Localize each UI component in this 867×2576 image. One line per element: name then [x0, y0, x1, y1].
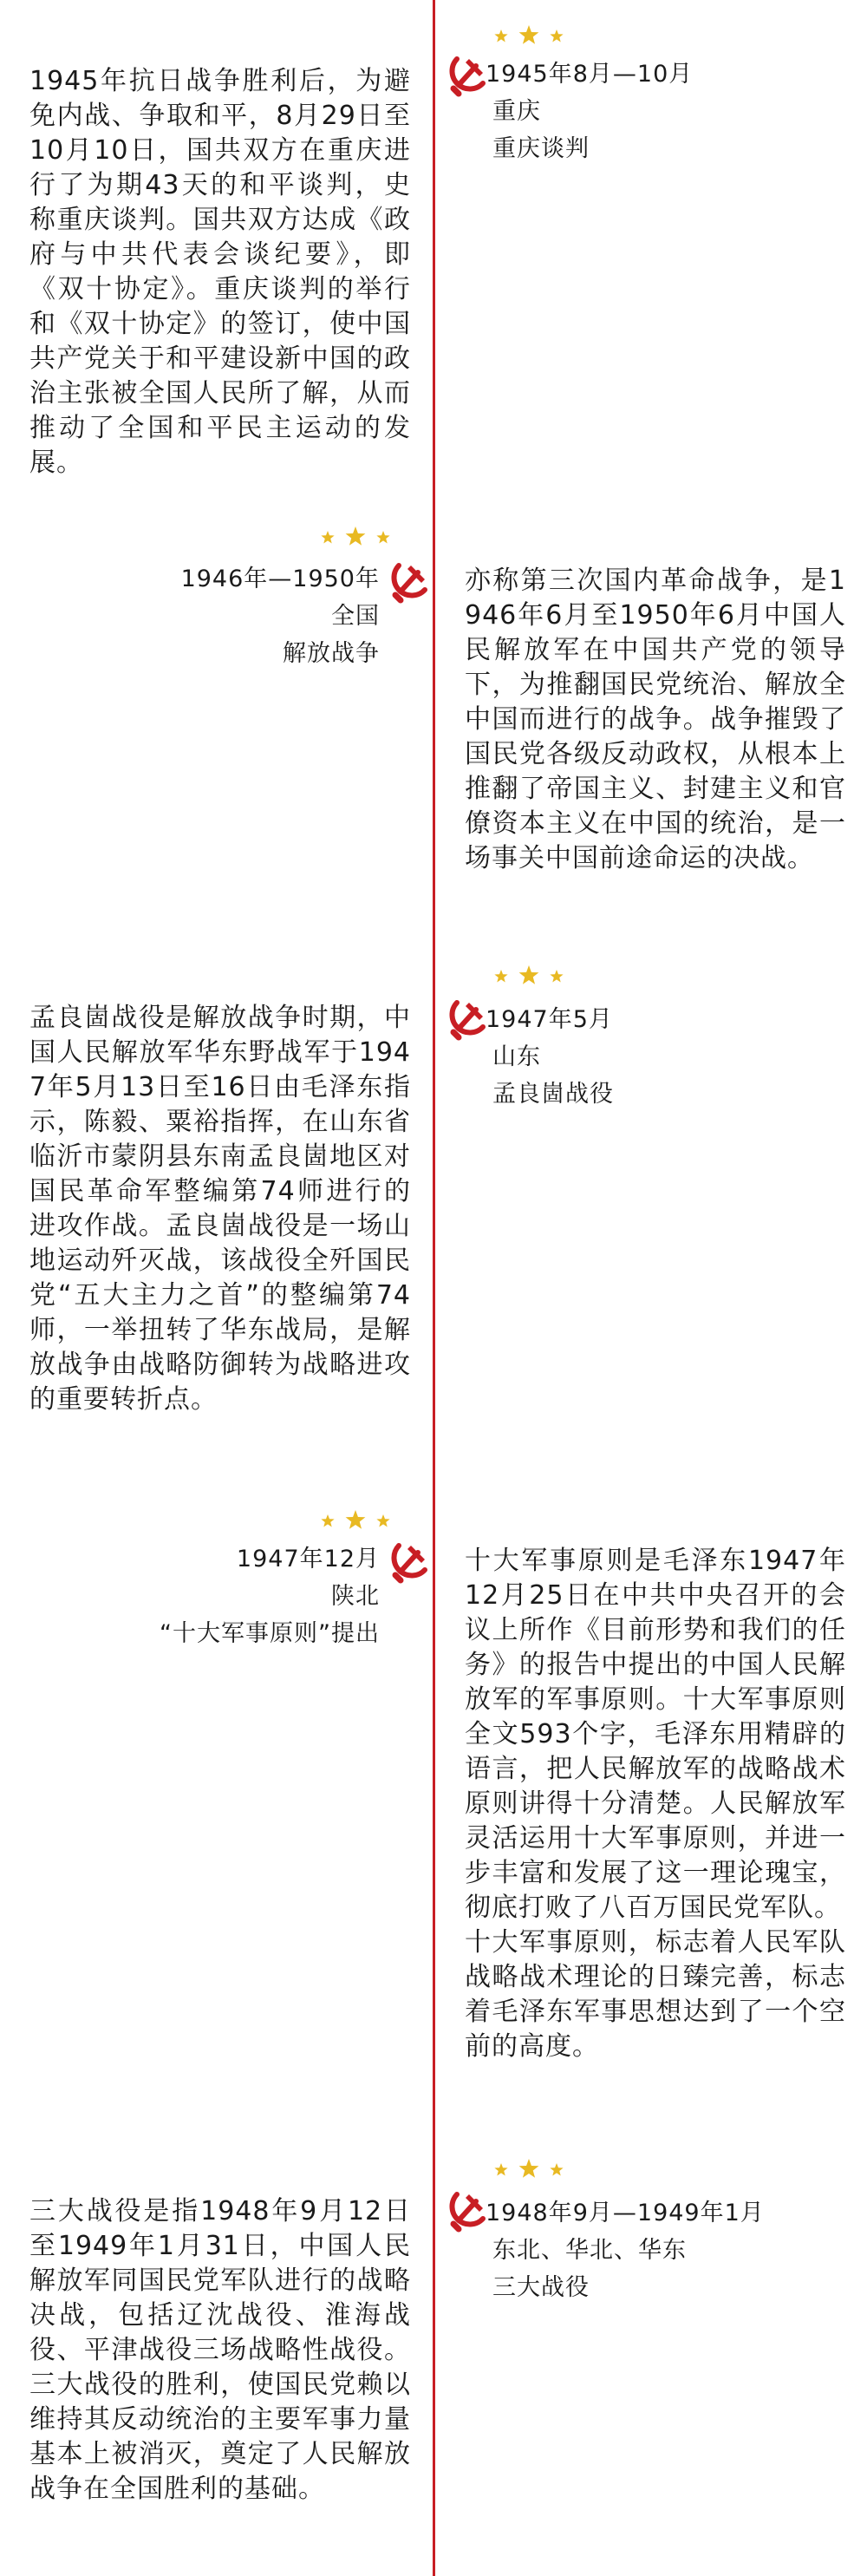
event-name: 三大战役: [492, 2274, 590, 2301]
event-name: “十大军事原则”提出: [160, 1620, 380, 1647]
event-description: [465, 564, 846, 876]
event-description-paragraph: 十大军事原则是毛泽东1947年12月25日在中共中央召开的会议上所作《目前形势和我们的任务》的报告中提出的中国人民解放军的军事原则。十大军事原则全文593个字，毛泽东用精辟的语言，把人民解放军的战略战术原则讲得十分清楚。人民解放军灵活运用十大军事原则，并进一步丰富和发展了这一理论瑰宝，彻底打败了八百万国民党军队。: [465, 1546, 846, 1923]
event-meta: [486, 56, 693, 167]
three-stars-icon: [314, 526, 397, 548]
event-place: 全国: [331, 603, 380, 630]
event-name: 孟良崮战役: [492, 1081, 614, 1108]
hammer-and-sickle-icon: [445, 2186, 492, 2233]
event-meta: [160, 1540, 380, 1652]
event-place: 东北、华北、华东: [492, 2237, 687, 2264]
event-description-paragraph: 孟良崮战役是解放战争时期，中国人民解放军华东野战军于1947年5月13日至16日由毛泽东指示，陈毅、粟裕指挥，在山东省临沂市蒙阴县东南孟良崮地区对国民革命军整编第74师进行的进攻作战。孟良崮战役是一场山地运动歼灭战，该战役全歼国民党“五大主力之首”的整编第74师，一举扭转了华东战局，是解放战争由战略防御转为战略进攻的重要转折点。: [29, 1003, 411, 1415]
hammer-and-sickle-icon: [445, 994, 492, 1041]
hammer-and-sickle-icon: [387, 1537, 434, 1584]
event-date: 1947年12月: [236, 1546, 380, 1572]
event-description: [29, 1001, 411, 1417]
event-description: [29, 2194, 411, 2507]
three-stars-icon: [314, 1509, 397, 1532]
event-description-paragraph: 1945年抗日战争胜利后，为避免内战、争取和平，8月29日至10月10日，国共双方在重庆进行了为期43天的和平谈判，史称重庆谈判。国共双方达成《政府与中共代表会谈纪要》，即《双十协定》。重庆谈判的举行和《双十协定》的签订，使中国共产党关于和平建设新中国的政治主张被全国人民所了解，从而推动了全国和平民主运动的发展。: [29, 66, 411, 478]
three-stars-icon: [487, 964, 570, 987]
event-meta: [486, 1001, 614, 1113]
event-date: 1947年5月: [486, 1006, 613, 1033]
event-description-paragraph: 三大战役是指1948年9月12日至1949年1月31日，中国人民解放军同国民党军队进行的战略决战，包括辽沈战役、淮海战役、平津战役三场战略性战役。三大战役的胜利，使国民党赖以维持其反动统治的主要军事力量基本上被消灭，奠定了人民解放战争在全国胜利的基础。: [29, 2196, 411, 2504]
event-description: [29, 64, 411, 481]
event-date: 1945年8月—10月: [486, 61, 694, 88]
event-place: 重庆: [492, 98, 541, 125]
event-description-paragraph: 十大军事原则，标志着人民军队战略战术理论的日臻完善，标志着毛泽东军事思想达到了一个空前的高度。: [465, 1927, 846, 2062]
hammer-and-sickle-icon: [387, 557, 434, 604]
event-description-paragraph: 亦称第三次国内革命战争，是1946年6月至1950年6月中国人民解放军在中国共产党的领导下，为推翻国民党统治、解放全中国而进行的战争。战争摧毁了国民党各级反动政权，从根本上推翻了帝国主义、封建主义和官僚资本主义在中国的统治，是一场事关中国前途命运的决战。: [465, 566, 846, 873]
event-date: 1948年9月—1949年1月: [486, 2200, 765, 2226]
event-meta: [486, 2194, 765, 2306]
event-description: [465, 1544, 846, 2064]
event-name: 解放战争: [283, 640, 380, 667]
three-stars-icon: [487, 2158, 570, 2180]
event-name: 重庆谈判: [492, 135, 590, 162]
timeline-line: [433, 0, 435, 2576]
event-meta: [181, 560, 380, 672]
three-stars-icon: [487, 24, 570, 47]
hammer-and-sickle-icon: [445, 50, 492, 97]
event-date: 1946年—1950年: [180, 566, 380, 592]
event-place: 陕北: [331, 1583, 380, 1610]
event-place: 山东: [492, 1043, 541, 1070]
